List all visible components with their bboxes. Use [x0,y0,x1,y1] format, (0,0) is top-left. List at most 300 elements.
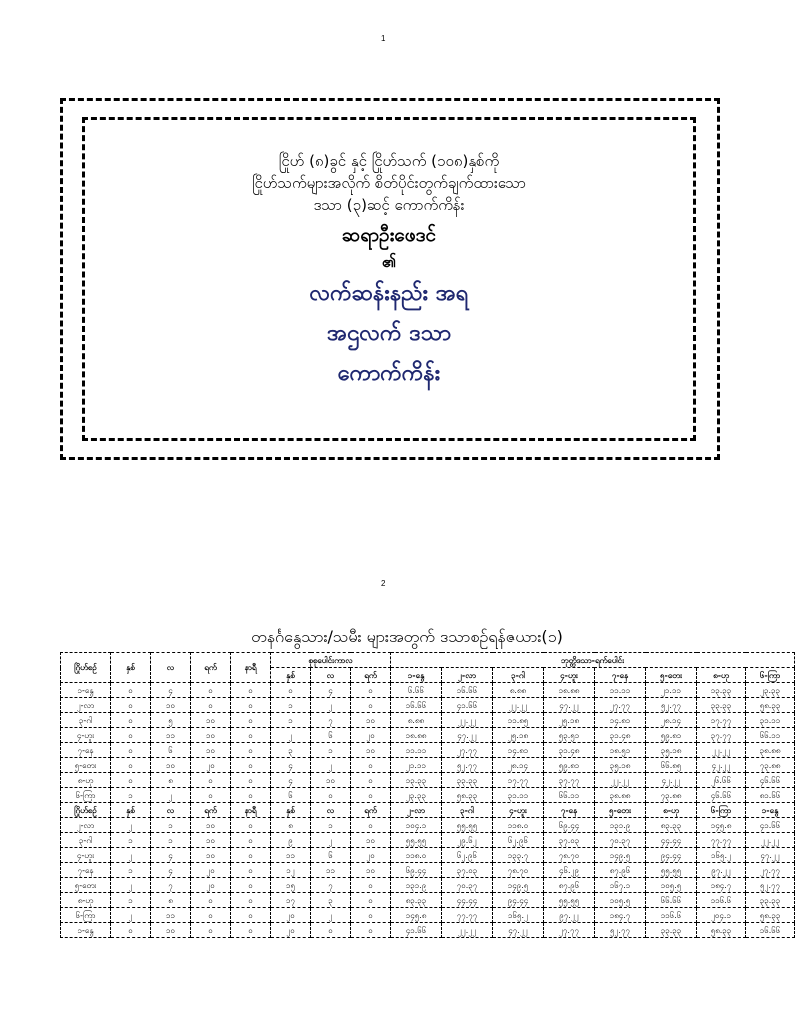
table-cell: ၁၁၆.၆ [697,893,746,908]
table-cell: ၆-ကြာ [61,908,111,923]
section2-header-cell: ၂-လာ [391,803,442,818]
table-cell: ၂၂.၂၂ [493,698,544,713]
table-cell: ၀ [191,908,231,923]
table-cell: ၁၄၉.၅ [595,848,646,863]
section2-header-cell: လ [311,803,351,818]
table-cell: ၇၈.၇၀ [493,863,544,878]
table-cell: ၅၉.၈၁ [544,758,595,773]
table-cell: ၆ [151,743,191,758]
table-cell: ၁၈.၈၈ [544,683,595,698]
table-cell: ၄၁.၆၆ [746,818,795,833]
table-row [61,908,795,923]
table-cell: ၂-လာ [61,698,111,713]
section2-header-row [61,803,795,818]
section2-body [61,803,795,938]
table-cell: ၁ [271,713,311,728]
table-cell: ၅၅.၅၅ [391,833,442,848]
header-year: နှစ် [111,653,151,683]
table-cell: ၀ [311,923,351,938]
table-cell: ၀ [231,923,271,938]
table-cell: ၁၀ [351,743,391,758]
table-cell: ၂၂.၂၂ [442,923,493,938]
table-cell: ၁၀ [191,848,231,863]
cover-line-3: ဒသာ (၃)ဆင့် ကောက်ကိန်း [313,196,465,214]
table-cell: ၂၀ [191,863,231,878]
cover-title-2: အဌလက် ဒသာ [327,321,451,346]
table-cell: ၁၀၄.၁ [391,818,442,833]
table-cell: ၁၆၅.၂ [493,908,544,923]
table-cell: ၃၁.၄၈ [544,743,595,758]
table-cell: ၂၇.၇၇ [746,863,795,878]
table-cell: ၂၀ [271,923,311,938]
table-cell: ၁ [271,698,311,713]
dasa-table [60,652,795,938]
table-cell: ၀ [231,683,271,698]
table-cell: ၃၈.၈၈ [595,788,646,803]
table-cell: ၄ [151,848,191,863]
table-cell: ၀ [231,743,271,758]
table-cell: ၈၃.၃၃ [391,893,442,908]
table-cell: ၂၀ [271,908,311,923]
table-cell: ၁၀ [191,833,231,848]
table-cell: ၀ [231,863,271,878]
table-cell: ၅၈.၃၃ [697,923,746,938]
table-cell: ၅၂.၇၇ [646,698,697,713]
table-cell: ၇၈.၇၀ [544,848,595,863]
table-cell: ၇၇.၇၇ [442,908,493,923]
table-cell: ၀ [351,818,391,833]
table-cell: ၄ [271,758,311,773]
table-cell: ၆၉.၄၄ [544,818,595,833]
group-header-total: စုစုပေါင်းကာလ [271,653,391,668]
table-cell: ၀ [111,773,151,788]
table-cell: ၁၁.၁၁ [391,743,442,758]
table-cell: ၀ [351,908,391,923]
table-cell: ၅၈.၃၃ [442,788,493,803]
table-cell: ၉၄.၄၄ [646,848,697,863]
table-cell: ၀ [191,893,231,908]
table-cell: ၁၁ [271,848,311,863]
table-cell: ၄၇.၂၂ [493,923,544,938]
table-cell: ၉၇.၂၂ [697,863,746,878]
table-cell: ၂ [111,878,151,893]
table-cell: ၁၁၈.၀ [493,818,544,833]
table-cell: ၃၈.၈၈ [746,743,795,758]
table-cell: ၅-တေး [61,878,111,893]
table-cell: ၂၂.၂၂ [442,713,493,728]
table-row [61,728,795,743]
subheader-cell: လ [311,668,351,683]
table-cell: ၀ [111,683,151,698]
table-cell: ၀ [231,788,271,803]
table-cell: ၈-ဟု [61,893,111,908]
table-cell: ၃၇.၇၇ [697,728,746,743]
table-cell: ၇-နေ [61,743,111,758]
table-cell: ၀ [111,713,151,728]
table-cell: ၇၇.၇၇ [697,833,746,848]
table-cell: ၅၈.၃၃ [746,908,795,923]
table-cell: ၀ [351,698,391,713]
table-cell: ၈၇.၉၆ [544,878,595,893]
table-cell: ၉ [271,833,311,848]
table-cell: ၈.၈၈ [493,683,544,698]
table-cell: ၁၃၃.၇ [493,848,544,863]
table-cell: ၁၀ [191,713,231,728]
table-cell: ၂၆.၆၆ [697,773,746,788]
table-cell: ၃၅.၁၈ [595,758,646,773]
table-cell: ၄ [151,863,191,878]
table-cell: ၀ [231,713,271,728]
table-cell: ၄၇.၂၂ [442,728,493,743]
table-cell: ၁၆၅.၂ [697,848,746,863]
table-cell: ၄၂.၂၂ [646,773,697,788]
table-cell: ၇-နေ [61,863,111,878]
table-cell: ၂၂.၂၂ [595,773,646,788]
table-cell: ၄၆.၆၆ [746,773,795,788]
table-cell: ၀ [231,908,271,923]
table-row [61,863,795,878]
section2-header-cell: ၇-နေ [544,803,595,818]
table-cell: ၂၃.၃၃ [746,683,795,698]
table-cell: ၂၉.၆၂ [442,833,493,848]
table-cell: ၆၆.၁၁ [746,728,795,743]
header-hour: နာရီ [231,653,271,683]
table-cell: ၁-နွေ [61,923,111,938]
section2-header-cell: ဂြိုဟ်စဉ် [61,803,111,818]
cover-title-3: ကောက်ကိန်း [337,361,441,386]
table-row [61,698,795,713]
table-cell: ၀ [231,878,271,893]
table-cell: ၁၀ [311,773,351,788]
table-cell: ၁၄.၈၁ [595,713,646,728]
table-cell: ၆ [271,788,311,803]
table-cell: ၆၂.၉၆ [442,848,493,863]
table-cell: ၀ [231,773,271,788]
table-cell: ၈၇.၉၆ [595,863,646,878]
subheader-cell: ရက် [351,668,391,683]
table-row [61,878,795,893]
table-cell: ၁ [111,833,151,848]
table-cell: ၅၅.၅၅ [544,893,595,908]
section2-header-cell: ၅-တေး [595,803,646,818]
subheader-cell: ၂-လာ [442,668,493,683]
table-row [61,818,795,833]
table-cell: ၂ [271,728,311,743]
table-cell: ၆-ကြာ [61,788,111,803]
section2-header-cell: ရက် [351,803,391,818]
subheader-cell: ၅-တေး [646,668,697,683]
table-cell: ၀ [351,773,391,788]
table-cell: ၄၇.၂၂ [544,698,595,713]
table-cell: ၃-ဂါ [61,833,111,848]
table-cell: ၂ [151,788,191,803]
table-cell: ၀ [231,818,271,833]
table-cell: ၁ [111,788,151,803]
table-cell: ၃၅.၁၈ [646,743,697,758]
table-cell: ၂-လာ [61,818,111,833]
table-cell: ၅ [151,713,191,728]
table-cell: ၀ [191,683,231,698]
header-planet: ဂြိုဟ်စဉ် [61,653,111,683]
table-cell: ၁၁.၁၁ [595,683,646,698]
table-cell: ၈ [271,818,311,833]
table-cell: ၉၇.၂၂ [544,908,595,923]
section2-header-cell: နှစ် [111,803,151,818]
section2-header-cell: ၈-ဟု [646,803,697,818]
table-cell: ၁၀ [191,743,231,758]
table-cell: ၂၈.၁၄ [646,713,697,728]
table-cell: ၂၃.၃၃ [391,788,442,803]
table-cell: ၃ [311,893,351,908]
table-cell: ၁၄၅.၈ [697,818,746,833]
header-day: ရက် [191,653,231,683]
table-cell: ၅၅.၅၅ [442,818,493,833]
table-cell: ၁၄၉.၅ [493,878,544,893]
cover-title-block [82,150,696,394]
table-cell: ၅၂.၇၇ [746,878,795,893]
table-cell: ၅၈.၃၃ [746,698,795,713]
table-cell: ၇ [151,878,191,893]
table-cell: ၀ [351,893,391,908]
table-cell: ၁၁ [151,728,191,743]
table-cell: ၀ [311,788,351,803]
table-cell: ၁ [311,818,351,833]
table-cell: ၀ [191,698,231,713]
table-cell: ၂၈.၁၄ [493,758,544,773]
table-cell: ၀ [351,878,391,893]
table-cell: ၁၁၆.၆ [646,908,697,923]
section2-header-cell: ရက် [191,803,231,818]
table-cell: ၂၅.၁၈ [544,713,595,728]
table-cell: ၁၁၈.၀ [391,848,442,863]
page-number-1: 1 [381,34,386,43]
table-cell: ၇၀.၃၇ [442,878,493,893]
subheader-cell: ၆-ကြာ [746,668,795,683]
table-cell: ၀ [271,683,311,698]
table-cell: ၂၁.၁၁ [646,683,697,698]
table-row [61,923,795,938]
table-cell: ၂ [311,758,351,773]
table-cell: ၁၃.၃၃ [697,683,746,698]
table-cell: ၁၇.၇၇ [697,713,746,728]
table-cell: ၂ [111,908,151,923]
table-cell: ၁ [151,833,191,848]
table-cell: ၀ [231,698,271,713]
table-cell: ၁၇.၇၇ [493,773,544,788]
page-number-2: 2 [381,579,386,588]
table-cell: ၂၇.၇၇ [595,698,646,713]
table-cell: ၁၀ [191,728,231,743]
table-cell: ၇၀.၃၇ [595,833,646,848]
table-cell: ၄၁.၆၆ [442,698,493,713]
table-cell: ၂၀ [191,758,231,773]
table-cell: ၁၄၅.၈ [391,908,442,923]
table-cell: ၀ [111,698,151,713]
table-cell: ၂၂.၂၂ [746,833,795,848]
table-cell: ၁၈၄.၇ [697,878,746,893]
table-cell: ၁၁.၈၅ [493,713,544,728]
table-cell: ၂၇.၇၇ [544,923,595,938]
table-cell: ၄၄.၄၄ [646,833,697,848]
table-cell: ၁၀၅.၅ [646,878,697,893]
table-row [61,788,795,803]
table-cell: ၁၁ [311,863,351,878]
table-cell: ၂၂.၂၂ [697,743,746,758]
table-cell: ၃၇.၀၃ [442,863,493,878]
table-cell: ၂ [111,848,151,863]
table-cell: ၄၂.၂၂ [697,758,746,773]
table-cell: ၄ [151,683,191,698]
table-cell: ၁၀ [351,863,391,878]
table-title: တနင်္ဂနွေသား/သမီး များအတွက် ဒသာစဉ်ရန်ဇယား(၁) [251,627,563,646]
table-cell: ၀ [231,833,271,848]
table-cell: ၆၆.၁၁ [544,788,595,803]
table-cell: ၆၉.၄၄ [391,863,442,878]
table-cell: ၃၁.၁၁ [746,713,795,728]
table-cell: ၅၂.၇၇ [595,923,646,938]
table-cell: ၇၃.၈၈ [646,788,697,803]
table-cell: ၂၀၄.၁ [697,908,746,923]
cover-possessive: ၏ [381,252,397,271]
table-cell: ၈၃.၃၃ [646,818,697,833]
table-cell: ၃၃.၃၃ [746,893,795,908]
table-cell: ၁ [111,863,151,878]
table-cell: ၃၇.၇၇ [544,773,595,788]
table-cell: ၀ [351,758,391,773]
table-cell: ၈ [151,773,191,788]
subheader-cell: ၁-နွေ [391,668,442,683]
table-cell: ၂၀ [351,728,391,743]
table-cell: ၁၃.၃၃ [391,773,442,788]
table-cell: ၂၁.၁၁ [391,758,442,773]
table-cell: ၄ [311,683,351,698]
table-cell: ၀ [191,788,231,803]
table-cell: ၀ [191,773,231,788]
table-cell: ၈၁.၆၆ [746,788,795,803]
cover-author: ဆရာဦးဖေဒင် [341,224,437,246]
table-cell: ၂၀ [351,848,391,863]
table-cell: ၁၀ [151,758,191,773]
table-cell: ၁၀ [351,713,391,728]
table-cell: ၃၁.၁၁ [493,788,544,803]
table-cell: ၀ [231,848,271,863]
table-cell: ၆ [311,848,351,863]
table-cell: ၀ [231,893,271,908]
table-cell: ၂ [311,698,351,713]
table-cell: ၀ [111,743,151,758]
table-cell: ၁၂ [271,863,311,878]
table-cell: ၃၃.၃၃ [697,698,746,713]
table-cell: ၀ [231,758,271,773]
table-cell: ၁၄.၈၁ [493,743,544,758]
table-cell: ၇ [311,713,351,728]
table-cell: ၄၇.၂၂ [746,848,795,863]
cover-line-2: ငြိုဟ်သက်များအလိုက် စိတ်ပိုင်းတွက်ချက်ထားသော [251,174,527,192]
table-row [61,833,795,848]
table-cell: ၁၃၁.၉ [595,818,646,833]
table-cell: ၆၆.၈၅ [646,758,697,773]
table-cell: ၃၃.၃၃ [442,773,493,788]
table-cell: ၁၅ [271,878,311,893]
header-month: လ [151,653,191,683]
table-cell: ၅၃.၅၁ [544,728,595,743]
subheader-cell: နှစ် [271,668,311,683]
table-cell: ၀ [351,923,391,938]
subheader-cell: ၄-ဟူး [544,668,595,683]
table-cell: ၄၁.၆၆ [391,923,442,938]
table-cell: ၄ [271,773,311,788]
subheader-cell: ၃-ဂါ [493,668,544,683]
table-cell: ၇၃.၈၈ [746,758,795,773]
table-cell: ၃၃.၃၃ [646,923,697,938]
table-cell: ၈-ဟု [61,773,111,788]
section2-header-cell: နှစ် [271,803,311,818]
table-cell: ၈.၈၈ [391,713,442,728]
table-cell: ၂ [111,818,151,833]
table-cell: ၁၆၇.၁ [595,878,646,893]
cover-line-1: ငြိုဟ် (၈)ခွင် နှင့် ငြိုဟ်သက် (၁၀၈)နှစ်ကို [278,152,500,170]
table-cell: ၀ [111,728,151,743]
section2-header-cell: လ [151,803,191,818]
table-cell: ၁ [111,893,151,908]
table-cell: ၁၀ [151,923,191,938]
table-cell: ၁၁ [151,908,191,923]
section1-body [61,683,795,803]
table-cell: ၁ [151,818,191,833]
table-cell: ၆ [311,728,351,743]
table-cell: ၅-တေး [61,758,111,773]
table-cell: ၁၆.၆၆ [746,923,795,938]
table-cell: ၁၃၁.၉ [391,878,442,893]
table-cell: ၄၄.၄၄ [442,893,493,908]
table-cell: ၁၆.၆၆ [442,683,493,698]
table-cell: ၁၀ [191,818,231,833]
table-row [61,893,795,908]
table-cell: ၁၆.၆၆ [391,698,442,713]
section2-header-cell: ၆-ကြာ [697,803,746,818]
group-header-row [61,653,795,668]
table-cell: ၀ [191,923,231,938]
section2-header-cell: ၃-ဂါ [442,803,493,818]
table-cell: ၅၅.၅၅ [646,863,697,878]
table-cell: ၀ [111,758,151,773]
table-cell: ၂၇.၇၇ [442,743,493,758]
table-row [61,743,795,758]
subheader-cell: ၇-နေ [595,668,646,683]
table-cell: ၂ [311,908,351,923]
group-header-bhukti: ဘုတ္တိဒသာ-ရက်ပေါင်း [391,653,795,668]
table-cell: ၃၁.၄၈ [595,728,646,743]
table-cell: ၆၂.၉၆ [493,833,544,848]
table-row [61,758,795,773]
table-cell: ၆၆.၆၆ [646,893,697,908]
table-cell: ၂၅.၁၈ [493,728,544,743]
table-cell: ၄၆.၂၉ [544,863,595,878]
table-cell: ၀ [231,728,271,743]
table-row [61,713,795,728]
table-cell: ၄၆.၆၆ [697,788,746,803]
table-cell: ၅၂.၇၇ [442,758,493,773]
table-cell: ၁၈.၈၈ [391,728,442,743]
table-cell: ၃-ဂါ [61,713,111,728]
table-cell: ၉၄.၄၄ [493,893,544,908]
table-cell: ၃၇.၀၃ [544,833,595,848]
table-cell: ၃ [271,743,311,758]
table-cell: ၄-ဟူး [61,728,111,743]
table-cell: ၁၀၅.၅ [595,893,646,908]
section2-header-cell: ၄-ဟူး [493,803,544,818]
table-cell: ၀ [351,788,391,803]
